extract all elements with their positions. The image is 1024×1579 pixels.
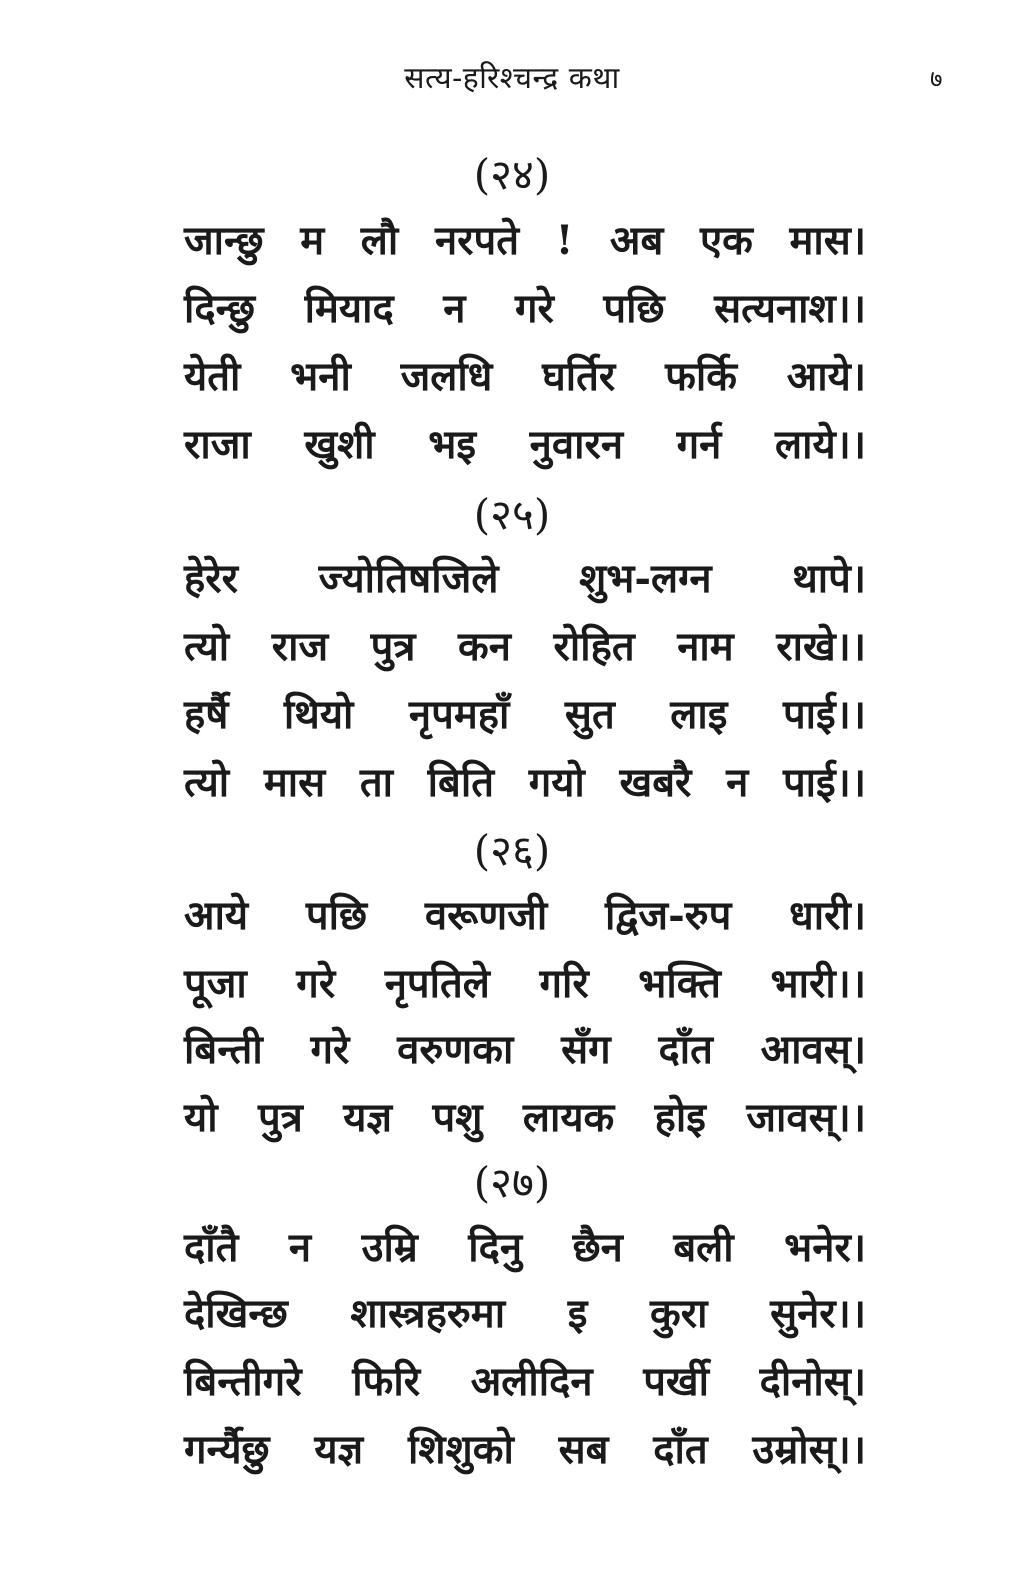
- verse-line: जान्छु म लौ नरपते ! अब एक मास।: [184, 217, 866, 264]
- verse-line: पूजा गरे नृपतिले गरि भक्ति भारी।।: [184, 960, 866, 1007]
- verse-line: त्यो राज पुत्र कन रोहित नाम राखे।।: [184, 623, 866, 670]
- verse-line: देखिन्छ शास्त्रहरुमा इ कुरा सुनेर।।: [184, 1290, 866, 1337]
- verse-line: बिन्तीगरे फिरि अलीदिन पर्खी दीनोस्।: [184, 1358, 866, 1405]
- verse-line: यो पुत्र यज्ञ पशु लायक होइ जावस्।।: [184, 1094, 866, 1141]
- verse-line: राजा खुशी भइ नुवारन गर्न लाये।।: [184, 421, 866, 468]
- verse-line: येती भनी जलधि घर्तिर फर्कि आये।: [184, 353, 866, 400]
- verse-line: बिन्ती गरे वरुणका सँग दाँत आवस्।: [184, 1026, 866, 1073]
- running-title: सत्य-हरिश्चन्द्र कथा: [404, 61, 620, 96]
- stanza-number: (२४): [473, 150, 551, 199]
- verse-line: हर्षै थियो नृपमहाँ सुत लाइ पाई।।: [184, 691, 866, 738]
- stanza-number: (२५): [473, 490, 551, 539]
- verse-line: दाँतै न उम्रि दिनु छैन बली भनेर।: [184, 1224, 866, 1271]
- stanza-number: (२७): [473, 1158, 551, 1207]
- verse-line: दिन्छु मियाद न गरे पछि सत्यनाश।।: [184, 285, 866, 332]
- verse-line: आये पछि वरूणजी द्विज-रुप धारी।: [184, 892, 866, 939]
- verse-line: गर्न्यैछु यज्ञ शिशुको सब दाँत उम्रोस्।।: [184, 1426, 866, 1473]
- verse-line: त्यो मास ता बिति गयो खबरै न पाई।।: [184, 759, 866, 806]
- page-number: ७: [930, 65, 943, 93]
- verse-line: हेरेर ज्योतिषजिले शुभ-लग्न थापे।: [184, 555, 866, 602]
- stanza-number: (२६): [473, 826, 551, 875]
